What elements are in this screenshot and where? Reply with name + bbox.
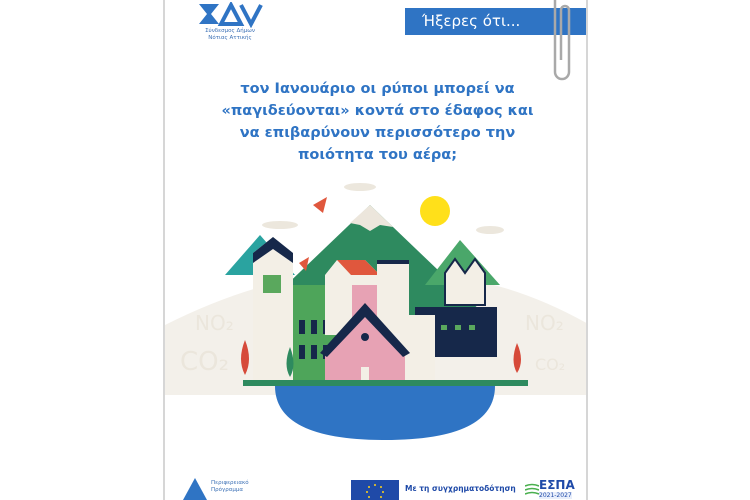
footer-logos xyxy=(165,472,588,500)
espa-waves-icon xyxy=(525,483,539,495)
espa-title: ΕΣΠΑ xyxy=(539,478,575,492)
question-line-3: να επιβαρύνουν περισσότερο την xyxy=(239,125,516,141)
paperclip-icon xyxy=(549,0,575,88)
logo-subtitle-1: Σύνδεσμος Δήμων xyxy=(205,28,255,34)
eu-flag-icon xyxy=(351,480,399,500)
fact-question xyxy=(205,78,550,166)
espa-years: 2021-2027 xyxy=(539,492,572,499)
cloud-icon xyxy=(262,221,298,229)
city-illustration xyxy=(165,175,588,445)
did-you-know-banner: Ήξερες ότι... xyxy=(405,8,588,35)
question-line-4: ποιότητα του αέρα; xyxy=(297,147,458,163)
logo-subtitle-2: Νότιας Αττικής xyxy=(208,35,252,41)
question-line-2: «παγιδεύονται» κοντά στο έδαφος και xyxy=(221,103,534,119)
question-line-1: τον Ιανουάριο οι ρύποι μπορεί να xyxy=(240,81,515,97)
espa-logo xyxy=(525,478,575,499)
regional-program-logo xyxy=(183,478,249,500)
kite-icon xyxy=(313,197,327,213)
regional-program-icon xyxy=(183,478,207,500)
sun-icon xyxy=(420,196,450,226)
sdna-logo-mark-icon xyxy=(197,2,263,28)
regional-program-line-2: Πρόγραμμα xyxy=(211,487,243,493)
cloud-icon xyxy=(476,226,504,234)
cofunding-text: Με τη συγχρηματοδότηση xyxy=(405,484,516,493)
regional-program-line-1: Περιφερειακό xyxy=(211,480,249,486)
no2-label-left: NO₂ xyxy=(195,311,234,335)
co2-label-right: CO₂ xyxy=(535,355,566,374)
co2-label-left: CO₂ xyxy=(180,347,230,377)
cloud-icon xyxy=(344,183,376,191)
no2-label-right: NO₂ xyxy=(525,311,564,335)
sdna-logo xyxy=(195,2,265,42)
water-basin xyxy=(275,386,495,440)
poster-page xyxy=(163,0,588,500)
